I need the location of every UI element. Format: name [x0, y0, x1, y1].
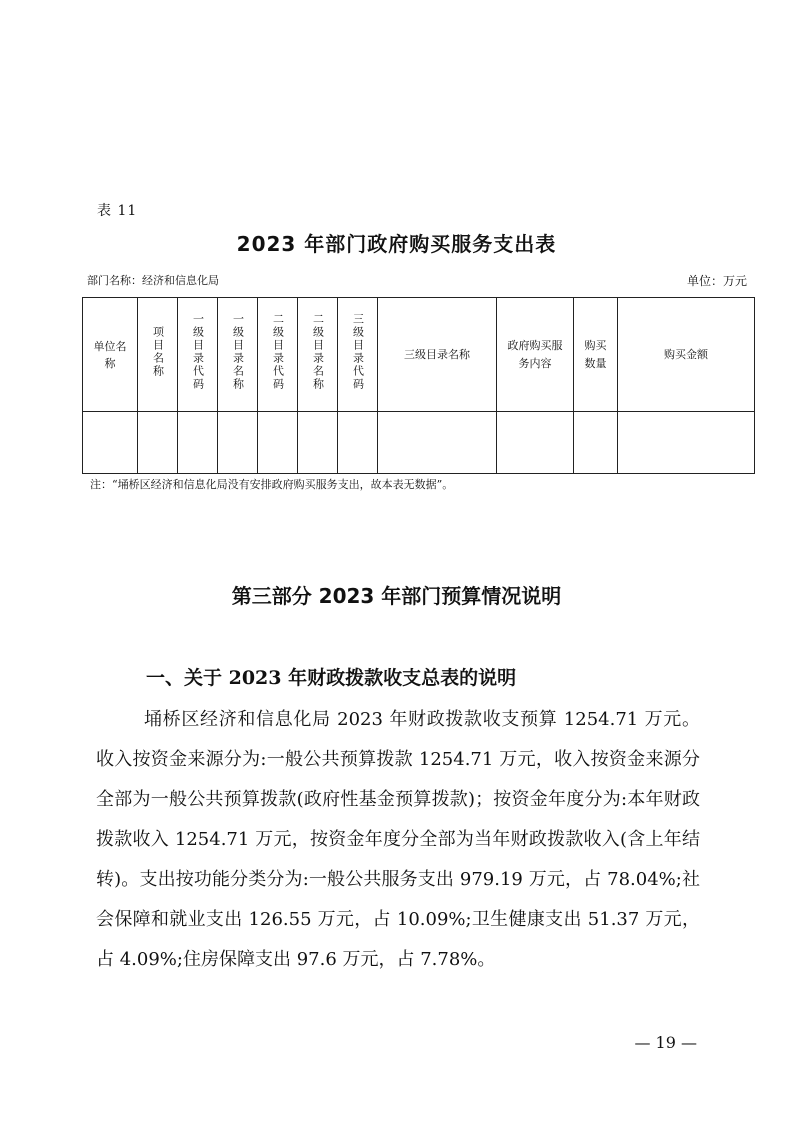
header-level1-name: 一级目录名称 [218, 298, 258, 412]
table-cell [258, 412, 298, 474]
page-number: — 19 — [634, 1033, 697, 1052]
body-paragraph: 埇桥区经济和信息化局 2023 年财政拨款收支预算 1254.71 万元。收入按资金来源分为:一般公共预算拨款 1254.71 万元，收入按资金来源分全部为一般公共预算拨款(政府性基金预算拨款)；按资金年度分为:本年财政拨款收入 1254.71 万元，按资金年度分全部为当年财政拨款收入(含上年结转)。支出按功能分类分为:一般公共服务支出 979.19 万元，占 78.04%;社会保障和就业支出 126.55 万元，占 10.09%;卫生健康支出 51.37 万元，占 4.09%;住房保障支出 97.6 万元，占 7.78%。 [96, 709, 700, 970]
table-cell [298, 412, 338, 474]
header-unit-name: 单位名称 [83, 298, 138, 412]
table-header-row [83, 298, 755, 412]
header-level3-code: 三级目录代码 [338, 298, 378, 412]
table-cell [138, 412, 178, 474]
table-cell [218, 412, 258, 474]
header-service-content: 政府购买服务内容 [497, 298, 574, 412]
table-cell [574, 412, 618, 474]
table-cell [378, 412, 497, 474]
department-name: 部门名称：经济和信息化局 [87, 274, 219, 287]
purchase-services-table [82, 297, 755, 474]
table-label: 表 11 [97, 203, 138, 219]
table-cell [83, 412, 138, 474]
header-level2-code: 二级目录代码 [258, 298, 298, 412]
table-title: 2023 年部门政府购买服务支出表 [236, 232, 557, 256]
table-cell [497, 412, 574, 474]
header-project-name: 项目名称 [138, 298, 178, 412]
subsection-title: 一、关于 2023 年财政拨款收支总表的说明 [146, 667, 517, 689]
table-row [83, 412, 755, 474]
header-level2-name: 二级目录名称 [298, 298, 338, 412]
table-note: 注：“埇桥区经济和信息化局没有安排政府购买服务支出，故本表无数据”。 [90, 478, 454, 491]
header-level1-code: 一级目录代码 [178, 298, 218, 412]
table-cell [178, 412, 218, 474]
header-amount: 购买金额 [618, 298, 755, 412]
unit-label: 单位：万元 [686, 274, 747, 288]
table-cell [618, 412, 755, 474]
section-title: 第三部分 2023 年部门预算情况说明 [231, 584, 562, 608]
header-quantity: 购买数量 [574, 298, 618, 412]
header-level3-name: 三级目录名称 [378, 298, 497, 412]
table-cell [338, 412, 378, 474]
